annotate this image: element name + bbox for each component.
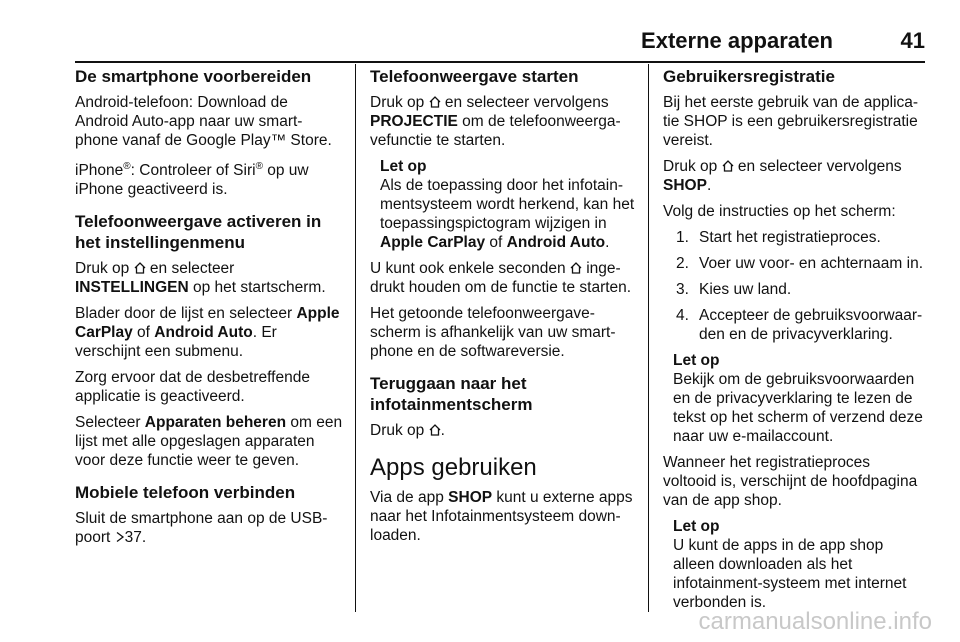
select-devices-paragraph: Selecteer Apparaten beheren om een lijst met alle opgeslagen apparaten voor deze functie weer te geven. <box>75 414 343 470</box>
registration-paragraph: Bij het eerste gebruik van de applica-tie SHOP is een gebruikersregistratie vereist. <box>663 94 919 149</box>
note-box <box>673 517 927 612</box>
note-box <box>673 351 927 446</box>
note-box <box>380 157 636 252</box>
column-divider-1 <box>355 64 356 612</box>
note-text: Als de toepassing door het infotain-mentsysteem wordt herkend, kan het toepassingspictogram wijzigen in Apple CarPlay of Android Auto. <box>380 177 635 251</box>
apps-paragraph: Via de app SHOP kunt u externe apps naar het Infotainmentsysteem down-loaden. <box>370 489 633 544</box>
list-item: 3. Kies uw land. <box>676 281 792 298</box>
press-shop-paragraph: Druk op en selecteer vervolgens SHOP. <box>663 158 902 194</box>
android-paragraph: Android-telefoon: Download de Android Auto-app naar uw smart-phone vanaf de Google Play™ Store. <box>75 94 332 149</box>
column-1 <box>75 66 343 554</box>
ensure-paragraph: Zorg ervoor dat de desbetreffende applicatie is geactiveerd. <box>75 369 310 406</box>
heading-back-to-infotainment: Teruggaan naar het infotainmentscherm <box>370 374 533 414</box>
heading-use-apps: Apps gebruiken <box>370 454 537 481</box>
press-home-paragraph: Druk op en selecteer INSTELLINGEN op het startscherm. <box>75 260 326 297</box>
list-item: 2. Voer uw voor- en achternaam in. <box>676 255 924 272</box>
home-icon <box>134 261 146 275</box>
press-projectie-paragraph: Druk op en selecteer vervolgens PROJECTIE om de telefoonweerga-vefunctie te starten. <box>370 94 621 149</box>
column-divider-2 <box>648 64 649 612</box>
hold-paragraph: U kunt ook enkele seconden inge-drukt houden om de functie te starten. <box>370 260 632 296</box>
home-icon <box>722 159 734 173</box>
home-icon <box>429 423 441 437</box>
page-number: 41 <box>900 28 925 53</box>
heading-start-projection: Telefoonweergave starten <box>370 67 579 86</box>
list-item: 1. Start het registratieproces. <box>676 229 881 246</box>
heading-connect-phone: Mobiele telefoon verbinden <box>75 483 296 503</box>
iphone-paragraph: iPhone®: Controleer of Siri® op uw iPhone geactiveerd is. <box>75 161 309 199</box>
depends-paragraph: Het getoonde telefoonweergave-scherm is afhankelijk van uw smart-phone en de softwareversie. <box>370 305 616 360</box>
note-title: Let op <box>673 518 720 535</box>
scroll-paragraph: Blader door de lijst en selecteer Apple CarPlay of Android Auto. Er verschijnt een submenu. <box>75 305 340 361</box>
home-icon <box>429 95 441 109</box>
complete-paragraph: Wanneer het registratieproces voltooid is, verschijnt de hoofdpagina van de app shop. <box>663 454 918 509</box>
note-title: Let op <box>673 352 720 369</box>
note-text: U kunt de apps in de app shop alleen downloaden als het infotainment-systeem met internet verbonden is. <box>673 537 907 611</box>
watermark: carmanualsonline.info <box>698 608 932 635</box>
column-2 <box>370 66 636 552</box>
registration-steps <box>663 228 927 344</box>
press-back-paragraph: Druk op . <box>370 422 445 439</box>
header-divider <box>75 61 925 63</box>
note-text: Bekijk om de gebruiksvoorwaarden en de privacyverklaring te lezen de tekst op het scherm of verzend deze naar uw e-mailaccount. <box>673 371 923 445</box>
header-title: Externe apparaten <box>641 28 833 53</box>
column-3 <box>663 66 927 619</box>
connect-paragraph: Sluit de smartphone aan op de USB-poort 37. <box>75 510 328 547</box>
heading-activate-projection: Telefoonweergave activeren in het instellingenmenu <box>75 212 322 253</box>
heading-prepare-smartphone: De smartphone voorbereiden <box>75 67 312 86</box>
page-header <box>75 22 925 58</box>
home-icon <box>570 261 582 275</box>
note-title: Let op <box>380 158 427 175</box>
follow-paragraph: Volg de instructies op het scherm: <box>663 203 896 220</box>
heading-user-registration: Gebruikersregistratie <box>663 67 835 86</box>
page-reference-arrow-icon <box>115 531 125 543</box>
list-item: 4. Accepteer de gebruiksvoorwaar-den en de privacyverklaring. <box>676 307 923 343</box>
